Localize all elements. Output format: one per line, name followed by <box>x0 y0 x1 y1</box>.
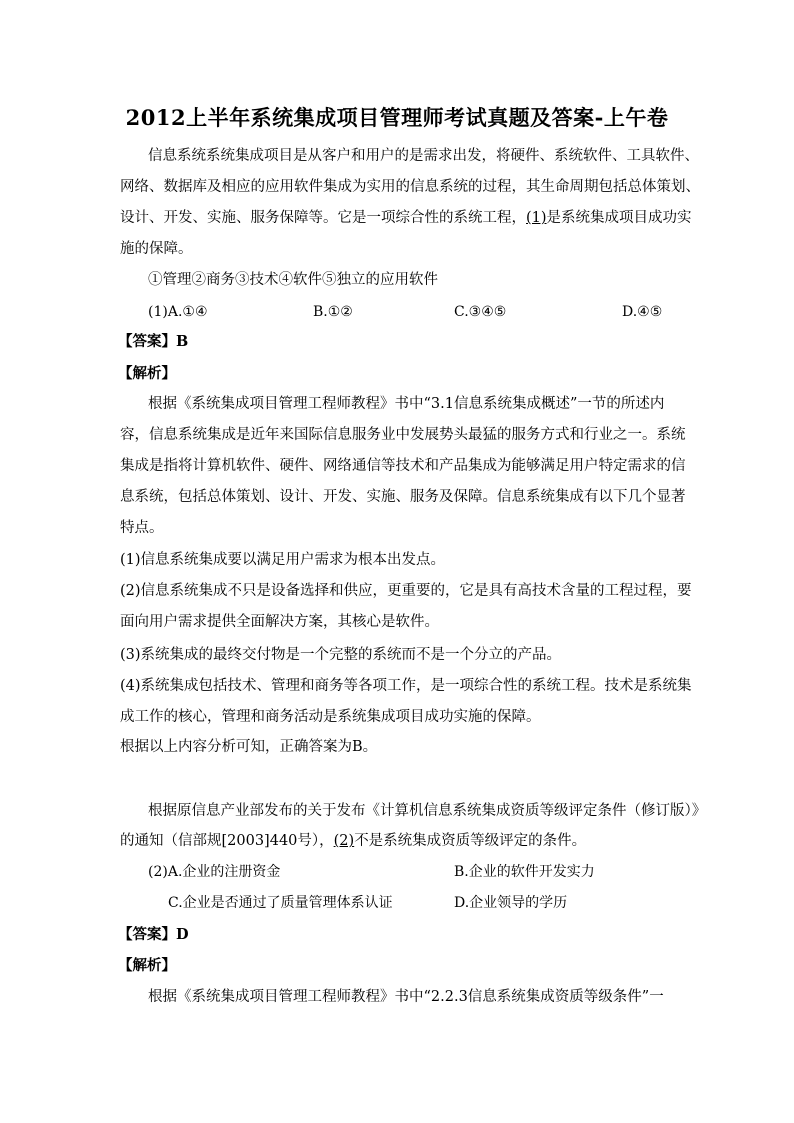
q1-stem-line: 施的保障。 <box>120 241 193 257</box>
page-title: 2012上半年系统集成项目管理师考试真题及答案-上午卷 <box>125 105 669 130</box>
q1-answer <box>118 332 188 352</box>
q1-option-a: (1)A.①④ <box>148 304 208 320</box>
q1-stem-line: 信息系统系统集成项目是从客户和用户的是需求出发，将硬件、系统软件、工具软件、 <box>148 148 699 164</box>
answer-label: 【答案】 <box>118 926 176 943</box>
q1-analysis-line: (2)信息系统集成不只是设备选择和供应，更重要的，它是具有高技术含量的工程过程，要 <box>120 583 692 599</box>
q2-analysis-line: 根据《系统集成项目管理工程师教程》书中“2.2.3信息系统集成资质等级条件”一 <box>148 989 664 1005</box>
answer-label: 【答案】 <box>118 333 176 350</box>
q1-stem-text: 是系统集成项目成功实 <box>546 210 692 226</box>
q1-analysis-label: 【解析】 <box>118 365 176 382</box>
q1-stem-text: 设计、开发、实施、服务保障等。它是一项综合性的系统工程， <box>120 210 526 226</box>
q2-option-c: C.企业是否通过了质量管理体系认证 <box>168 895 393 911</box>
q1-items: ①管理②商务③技术④软件⑤独立的应用软件 <box>148 272 438 288</box>
q1-analysis-line: 根据《系统集成项目管理工程师教程》书中“3.1信息系统集成概述”一节的所述内 <box>148 396 665 412</box>
q1-analysis-line: (4)系统集成包括技术、管理和商务等各项工作，是一项综合性的系统工程。技术是系统集 <box>120 678 692 694</box>
q1-analysis-line: 面向用户需求提供全面解决方案，其核心是软件。 <box>120 614 439 630</box>
q1-analysis-line: (1)信息系统集成要以满足用户需求为根本出发点。 <box>120 552 446 568</box>
q2-option-b: B.企业的软件开发实力 <box>454 864 595 880</box>
q1-stem-line <box>120 208 692 228</box>
q2-stem-line <box>120 831 586 851</box>
q2-stem-text: 的通知（信部规[2003]440号）， <box>120 833 334 849</box>
q1-blank: (1) <box>526 210 547 226</box>
q1-analysis-line: (3)系统集成的最终交付物是一个完整的系统而不是一个分立的产品。 <box>120 647 562 663</box>
q1-option-c: C.③④⑤ <box>454 304 507 320</box>
answer-value: D <box>176 926 189 943</box>
q1-analysis-line: 集成是指将计算机软件、硬件、网络通信等技术和产品集成为能够满足用户特定需求的信 <box>120 458 686 474</box>
q1-analysis-line: 容，信息系统集成是近年来国际信息服务业中发展势头最猛的服务方式和行业之一。系统 <box>120 427 686 443</box>
answer-value: B <box>176 333 189 350</box>
q2-option-a: (2)A.企业的注册资金 <box>148 864 281 880</box>
q2-stem-text: 不是系统集成资质等级评定的条件。 <box>354 833 587 849</box>
q1-analysis-line: 特点。 <box>120 520 164 536</box>
q2-analysis-label: 【解析】 <box>118 957 176 974</box>
q1-option-b: B.①② <box>313 304 353 320</box>
q2-answer <box>118 925 189 945</box>
q1-analysis-line: 成工作的核心，管理和商务活动是系统集成项目成功实施的保障。 <box>120 709 541 725</box>
q2-blank: (2) <box>333 833 355 849</box>
q1-option-d: D.④⑤ <box>622 304 663 320</box>
q1-stem-line: 网络、数据库及相应的应用软件集成为实用的信息系统的过程，其生命周期包括总体策划、 <box>120 179 700 195</box>
q1-analysis-line: 根据以上内容分析可知，正确答案为B。 <box>120 739 378 755</box>
q1-analysis-line: 息系统，包括总体策划、设计、开发、实施、服务及保障。信息系统集成有以下几个显著 <box>120 489 686 505</box>
q2-stem-line: 根据原信息产业部发布的关于发布《计算机信息系统集成资质等级评定条件（修订版）》 <box>148 803 707 819</box>
q2-option-d: D.企业领导的学历 <box>454 895 568 911</box>
